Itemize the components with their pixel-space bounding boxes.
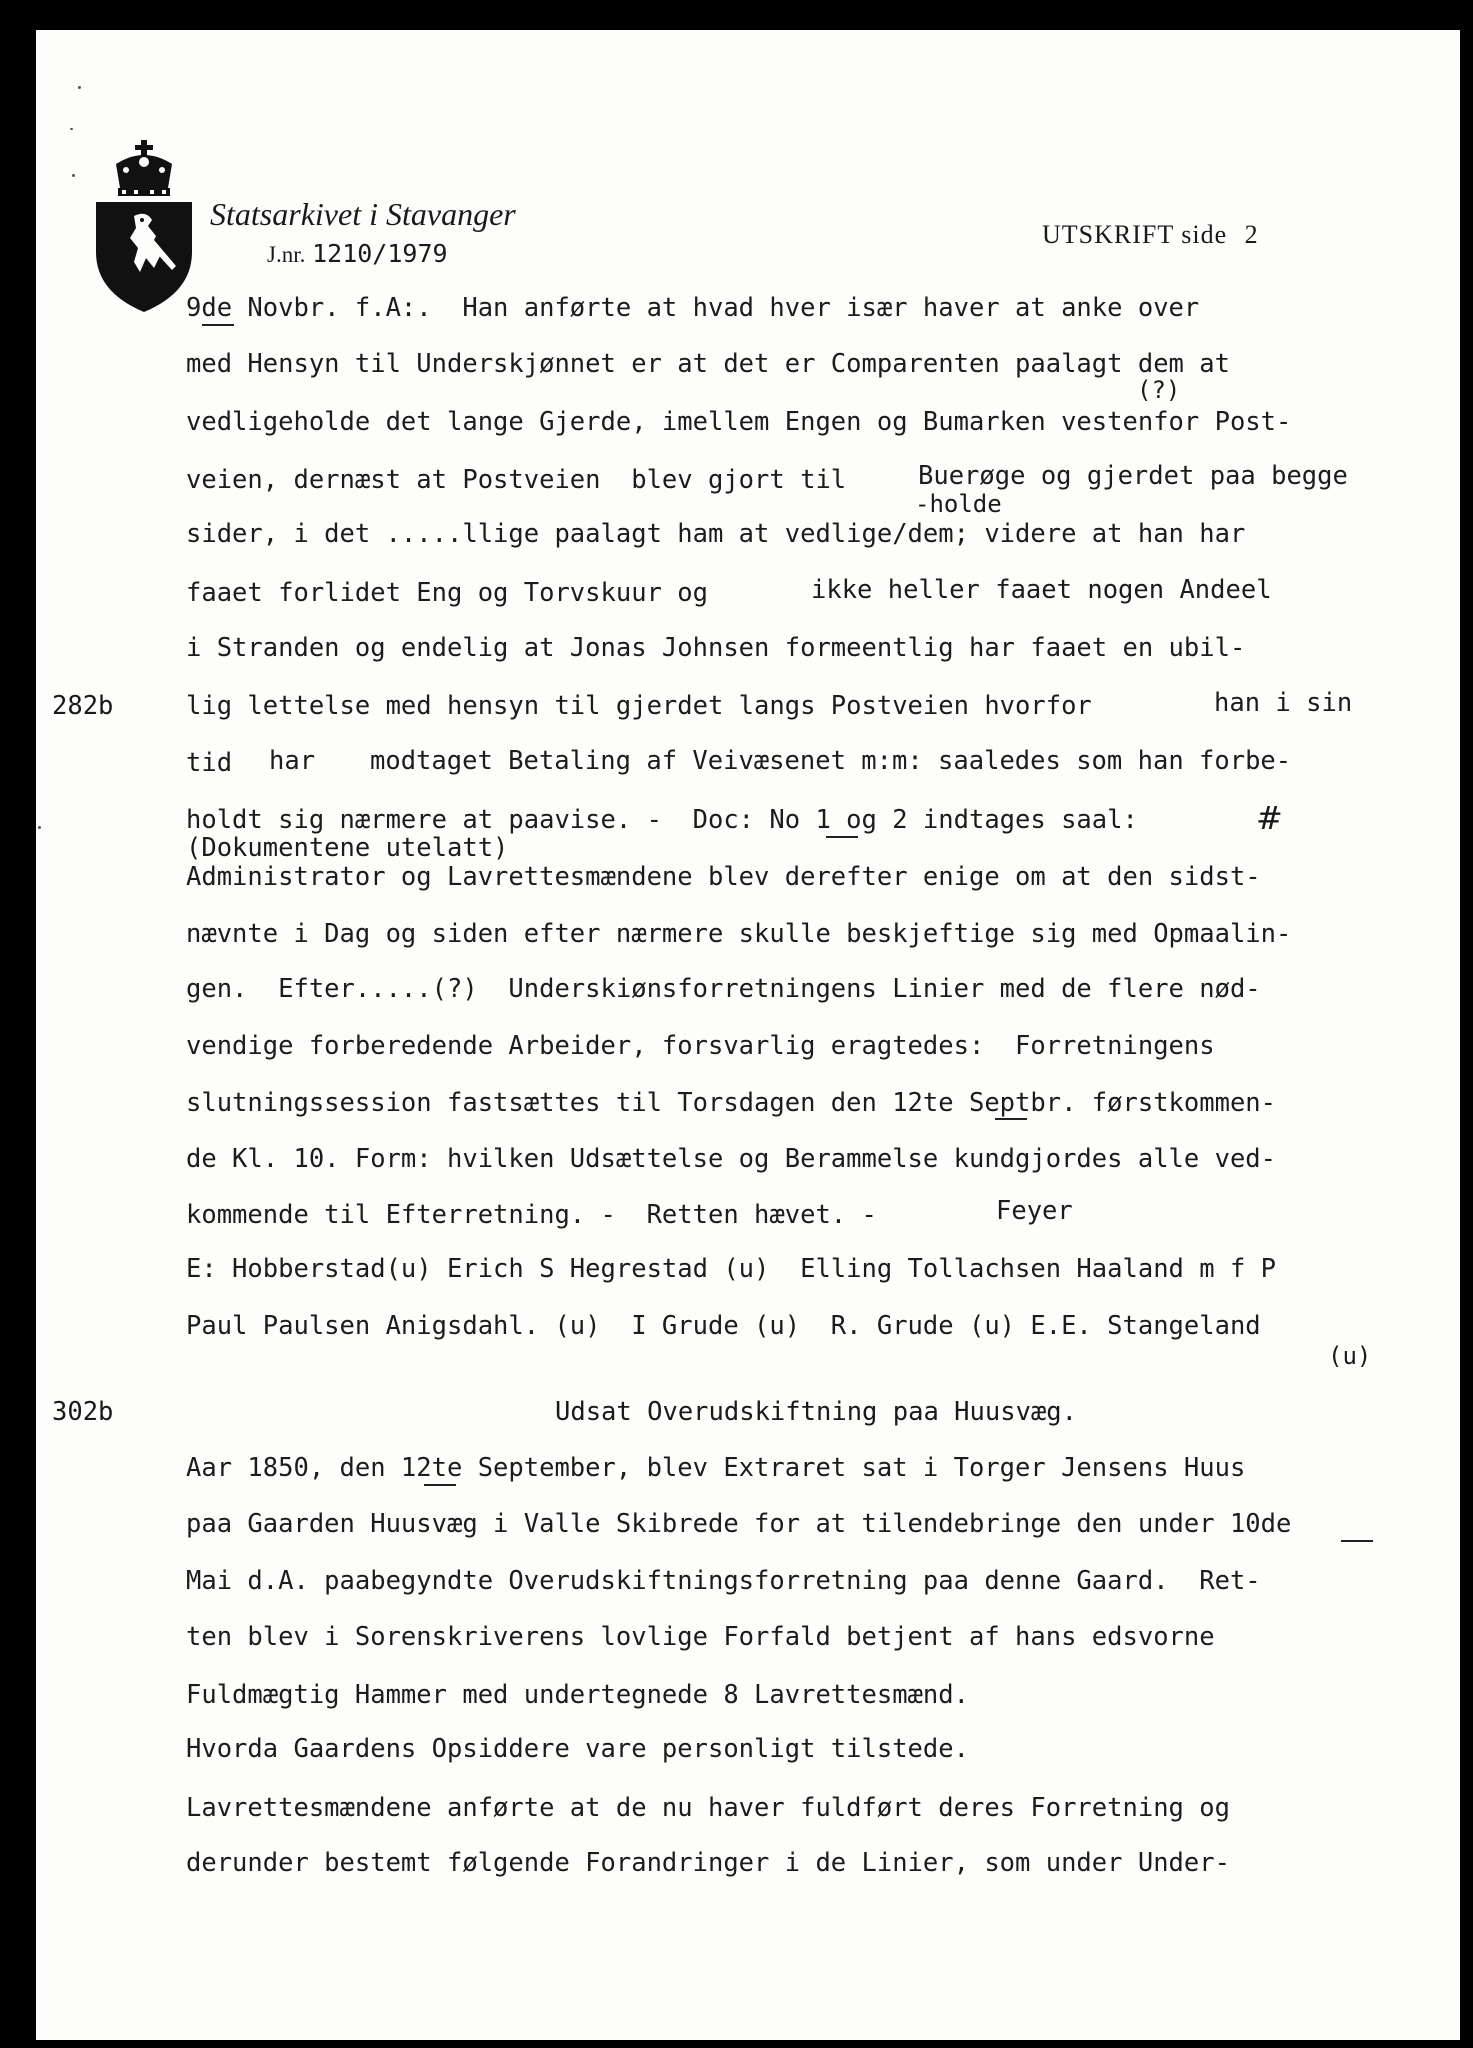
section-heading: Udsat Overudskiftning paa Huusvæg. — [555, 1397, 1077, 1427]
text-line: vendige forberedende Arbeider, forsvarlig eragtedes: Forretningens — [186, 1031, 1215, 1061]
text-line: Buerøge og gjerdet paa begge — [918, 461, 1348, 491]
handwritten-mark: # — [1256, 799, 1283, 837]
text-line: de Kl. 10. Form: hvilken Udsættelse og Berammelse kundgjordes alle ved- — [186, 1144, 1277, 1174]
text-line: tid — [186, 748, 233, 778]
text-line: sider, i det .....llige paalagt ham at vedlige/dem; videre at han har — [186, 519, 1246, 549]
text-line: gen. Efter.....(?) Underskiønsforretningens Linier med de flere nød- — [186, 974, 1261, 1004]
scan-speck — [38, 826, 41, 829]
archive-name: Statsarkivet i Stavanger — [210, 196, 516, 232]
text-line: Hvorda Gaardens Opsiddere vare personligt tilstede. — [186, 1734, 969, 1764]
text-line: Paul Paulsen Anigsdahl. (u) I Grude (u) R. Grude (u) E.E. Stangeland — [186, 1311, 1261, 1341]
text-line: Mai d.A. paabegyndte Overudskiftningsforretning paa denne Gaard. Ret- — [186, 1566, 1261, 1596]
margin-note-282b: 282b — [52, 691, 114, 721]
text-line: derunder bestemt følgende Forandringer i de Linier, som under Under- — [186, 1848, 1230, 1878]
text-line: modtaget Betaling af Veivæsenet m:m: saaledes som han forbe- — [370, 746, 1292, 776]
text-line: lig lettelse med hensyn til gjerdet langs Postveien hvorfor — [186, 691, 1092, 721]
text-line: vedligeholde det lange Gjerde, imellem Engen og Bumarken vestenfor Post- — [186, 407, 1292, 437]
text-line: E: Hobberstad(u) Erich S Hegrestad (u) Elling Tollachsen Haaland m f P — [186, 1254, 1277, 1284]
text-line: med Hensyn til Underskjønnet er at det er Comparenten paalagt dem at — [186, 349, 1230, 379]
text-line: Administrator og Lavrettesmændene blev derefter enige om at den sidst- — [186, 862, 1261, 892]
utskrift-label: UTSKRIFT side — [1042, 220, 1228, 249]
text-line: Lavrettesmændene anførte at de nu haver fuldført deres Forretning og — [186, 1793, 1230, 1823]
text-note: -holde — [915, 490, 1002, 518]
text-line: nævnte i Dag og siden efter nærmere skulle beskjeftige sig med Opmaalin- — [186, 919, 1292, 949]
text-line: holdt sig nærmere at paavise. - Doc: No 1 og 2 indtages saal: — [186, 805, 1138, 835]
page-header — [1042, 220, 1259, 250]
text-line: slutningssession fastsættes til Torsdagen den 12te Septbr. førstkommen- — [186, 1088, 1277, 1118]
text-note: (?) — [1137, 376, 1181, 404]
text-line: ikke heller faaet nogen Andeel — [811, 575, 1272, 605]
text-note: (u) — [1328, 1342, 1372, 1370]
text-line: ten blev i Sorenskriverens lovlige Forfald betjent af hans edsvorne — [186, 1622, 1215, 1652]
text-line: han i sin — [1214, 688, 1353, 718]
text-line: kommende til Efterretning. - Retten hævet. - — [186, 1200, 877, 1230]
journal-label: J.nr. — [267, 242, 306, 267]
coat-of-arms-icon — [94, 140, 194, 314]
page-number: 2 — [1244, 220, 1259, 249]
scan-speck — [78, 86, 81, 89]
text-line: (Dokumentene utelatt) — [186, 833, 509, 863]
underline-mark — [826, 836, 858, 838]
scan-speck — [70, 128, 73, 130]
text-line: veien, dernæst at Postveien blev gjort til — [186, 465, 847, 495]
text-line: Feyer — [996, 1196, 1073, 1226]
journal-number — [267, 238, 448, 269]
text-line: paa Gaarden Huusvæg i Valle Skibrede for at tilendebringe den under 10de — [186, 1509, 1292, 1539]
underline-mark — [424, 1484, 456, 1486]
scan-speck — [72, 174, 75, 177]
margin-note-302b: 302b — [52, 1397, 114, 1427]
text-line: i Stranden og endelig at Jonas Johnsen formeentlig har faaet en ubil- — [186, 633, 1246, 663]
text-line: 9de Novbr. f.A:. Han anførte at hvad hver især haver at anke over — [186, 293, 1200, 323]
text-line: Aar 1850, den 12te September, blev Extraret sat i Torger Jensens Huus — [186, 1453, 1246, 1483]
text-line: har — [269, 746, 316, 776]
underline-mark — [202, 324, 234, 326]
text-line: Fuldmægtig Hammer med undertegnede 8 Lavrettesmænd. — [186, 1680, 969, 1710]
underline-mark — [995, 1118, 1027, 1120]
text-line: faaet forlidet Eng og Torvskuur og — [186, 578, 708, 608]
underline-mark — [1341, 1540, 1373, 1542]
journal-value: 1210/1979 — [312, 239, 448, 268]
